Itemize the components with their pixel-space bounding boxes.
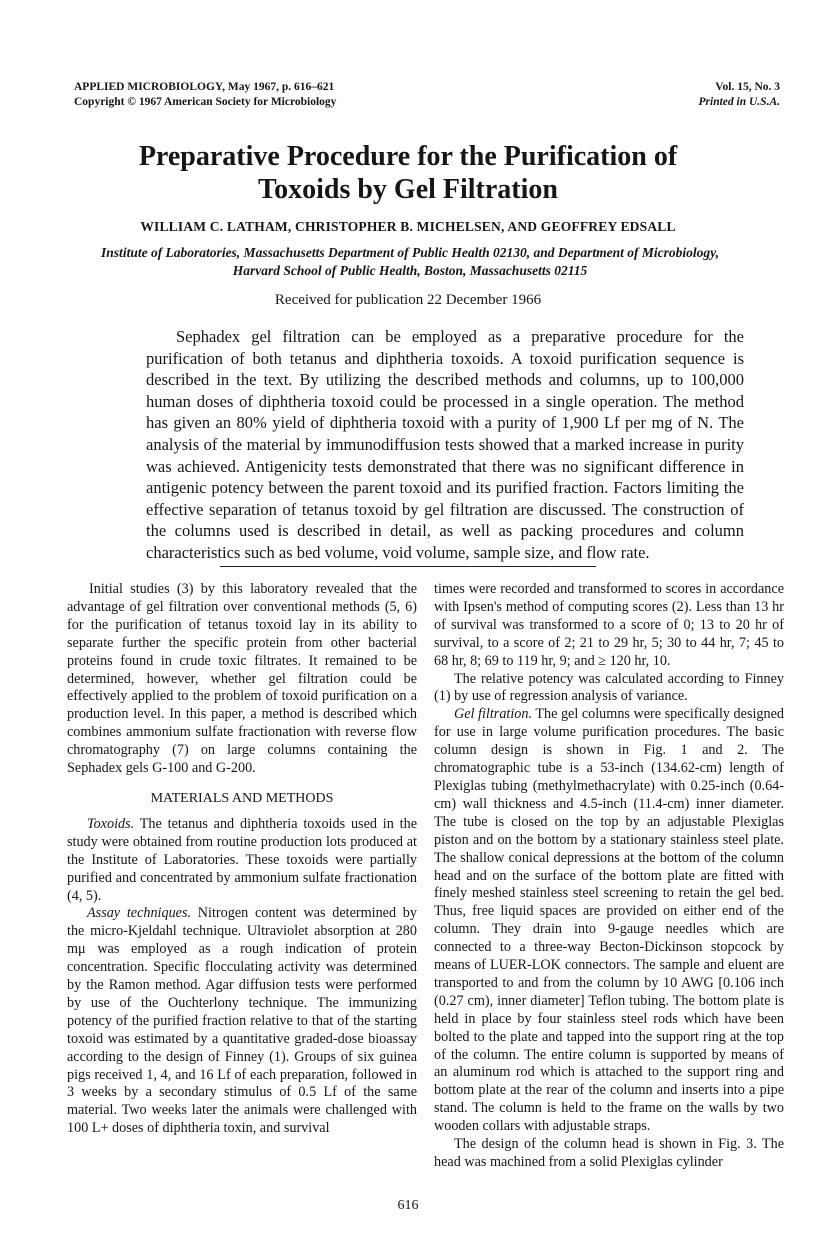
title-line-1: Preparative Procedure for the Purification of [138, 141, 678, 172]
copyright-notice: Copyright © 1967 American Society for Microbiology [74, 96, 337, 108]
gel-filtration-paragraph [434, 706, 784, 1136]
abstract-divider [220, 566, 596, 567]
author-list: WILLIAM C. LATHAM, CHRISTOPHER B. MICHELSEN, AND GEOFFREY EDSALL [140, 219, 676, 234]
page-number: 616 [397, 1198, 419, 1213]
intro-paragraph: Initial studies (3) by this laboratory revealed that the advantage of gel filtration over conventional methods (5, 6) for the purification of tetanus toxoid lay in its ability to separate further the specific protein from other bacterial proteins found in crude toxic filtrates. It remained to be determined, however, whether gel filtration could be effectively applied to the problem of toxoid purification on a production level. In this paper, a method is described which combines ammonium sulfate fractionation with reverse flow chromatography (7) on large columns containing the Sephadex gels G-100 and G-200. [67, 581, 417, 777]
article-title [60, 140, 756, 206]
volume-issue: Vol. 15, No. 3 [715, 81, 780, 93]
journal-citation: APPLIED MICROBIOLOGY, May 1967, p. 616–621 [74, 81, 335, 93]
toxoids-text: The tetanus and diphtheria toxoids used in the study were obtained from routine production lots produced at the Institute of Laboratories. These toxoids were partially purified and concentrated by ammonium sulfate fractionation (4, 5). [67, 815, 417, 904]
printed-in: Printed in U.S.A. [698, 96, 780, 108]
left-column [67, 581, 417, 1138]
potency-paragraph: The relative potency was calculated according to Finney (1) by use of regression analysis of variance. [434, 670, 784, 705]
assay-run-in-head: Assay techniques. [87, 905, 192, 922]
assay-text: Nitrogen content was determined by the micro-Kjeldahl technique. Ultraviolet absorption at 280 mμ was employed as a rough indication of protein concentration. Specific flocculating activity was determined by the Ramon method. Agar diffusion tests were performed by use of the Ouchterlony technique. The immunizing potency of the purified fraction relative to that of the starting toxoid was estimated by a quantitative graded-dose bioassay according to the design of Finney (1). Groups of six guinea pigs received 1, 4, and 16 Lf of each preparation, followed in 3 weeks by a secondary stimulus of 0.5 Lf of the same material. Two weeks later the animals were challenged with 100 L+ doses of diphtheria toxin, and survival [67, 905, 417, 1137]
toxoids-run-in-head: Toxoids. [87, 815, 135, 832]
abstract: Sephadex gel filtration can be employed as a preparative procedure for the purification of both tetanus and diphtheria toxoids. A toxoid purification sequence is described in the text. By utilizing the described methods and columns, up to 100,000 human doses of diphtheria toxoid could be processed in a single operation. The method has given an 80% yield of diphtheria toxoid with a purity of 1,900 Lf per mg of N. The analysis of the material by immunodiffusion tests showed that a marked increase in purity was achieved. Antigenicity tests demonstrated that there was no significant difference in antigenic potency between the parent toxoid and its purified fraction. Factors limiting the effective separation of tetanus toxoid by gel filtration are discussed. The construction of the columns used is described in detail, as well as packing procedures and column characteristics such as bed volume, void volume, sample size, and flow rate. [146, 327, 744, 562]
gel-filtration-text: The gel columns were specifically designed for use in large volume purification procedures. The basic column design is shown in Fig. 1 and 2. The chromatographic tube is a 53-inch (134.62-cm) length of Plexiglas tubing (methylmethacrylate) with 0.25-inch (0.64-cm) wall thickness and 4.5-inch (11.4-cm) inner diameter. The tube is closed on the top by an adjustable Plexiglas piston and on the bottom by a stationary stainless steel plate. The shallow conical depressions at the bottom of the column head and on the surface of the bottom plate are fitted with finely meshed stainless steel screening to retain the gel bed. Thus, free liquid spaces are provided on either end of the column. They drain into 9-gauge needles which are connected to a three-way Becton-Dickinson stopcock by means of LUER-LOK connectors. The sample and eluent are transported to and from the column by 10 AWG [0.106 inch (0.27 cm), inner diameter] Teflon tubing. The bottom plate is held in place by four stainless steel rods which have been bolted to the plate and tapped into the support ring at the top of the column. The entire column is supported by means of an aluminum rod which is attached to the support ring and bottom plate at the rear of the column and inserts into a pipe stand. The column is held to the frame on the walls by two wooden collars with adjustable straps. [434, 706, 784, 1135]
volume-header [699, 80, 780, 110]
gel-filtration-run-in-head: Gel filtration. [454, 706, 533, 723]
survival-paragraph: times were recorded and transformed to scores in accordance with Ipsen's method of computing scores (2). Less than 13 hr of survival was transformed to a score of 0; 13 to 20 hr of survival, to a score of 2; 21 to 29 hr, 5; 30 to 44 hr, 7; 45 to 68 hr, 8; 69 to 119 hr, 9; and ≥ 120 hr, 10. [434, 581, 784, 669]
assay-paragraph [67, 905, 417, 1138]
affiliation-line-2: Harvard School of Public Health, Boston, Massachusetts 02115 [232, 263, 588, 278]
column-head-paragraph: The design of the column head is shown in Fig. 3. The head was machined from a solid Plexiglas cylinder [434, 1136, 784, 1170]
title-line-2: Toxoids by Gel Filtration [257, 174, 558, 205]
toxoids-paragraph [67, 816, 417, 906]
section-heading-materials-methods: MATERIALS AND METHODS [150, 790, 334, 806]
affiliation [70, 244, 750, 280]
journal-header [74, 80, 336, 110]
right-column [434, 581, 784, 1172]
affiliation-line-1: Institute of Laboratories, Massachusetts Department of Public Health 02130, and Department of Microbiology, [101, 245, 719, 260]
received-date: Received for publication 22 December 1966 [274, 292, 542, 308]
